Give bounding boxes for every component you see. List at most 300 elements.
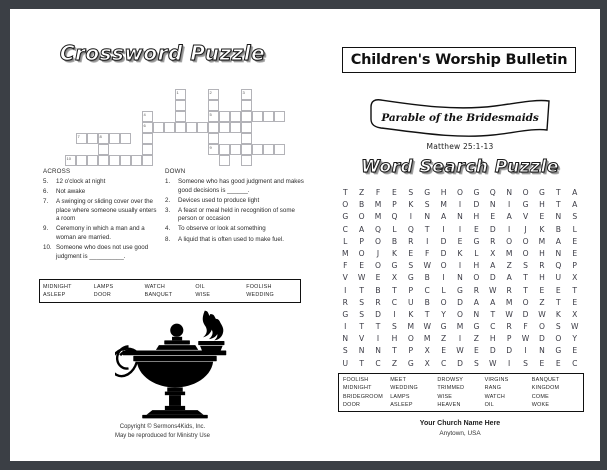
word-search-letter[interactable]: E: [539, 358, 545, 368]
word-search-letter[interactable]: E: [490, 212, 496, 222]
word-search-letter[interactable]: I: [458, 200, 462, 210]
word-search-letter[interactable]: A: [572, 200, 578, 210]
crossword-cell[interactable]: [65, 155, 76, 166]
word-search-letter[interactable]: B: [359, 200, 365, 210]
word-search-letter[interactable]: A: [359, 224, 365, 234]
word-search-letter[interactable]: I: [344, 322, 347, 332]
word-search-letter[interactable]: W: [489, 285, 497, 295]
word-search-letter[interactable]: E: [457, 236, 463, 246]
word-search-letter[interactable]: E: [555, 358, 561, 368]
crossword-cell[interactable]: [175, 122, 186, 133]
word-search-letter[interactable]: W: [423, 322, 431, 332]
word-search-letter[interactable]: I: [458, 261, 462, 271]
word-search-letter[interactable]: T: [490, 309, 496, 319]
word-search-letter[interactable]: G: [522, 200, 529, 210]
word-search-letter[interactable]: D: [489, 224, 496, 234]
word-search-letter[interactable]: S: [523, 261, 528, 271]
word-search-letter[interactable]: N: [342, 334, 349, 344]
word-search-letter[interactable]: G: [555, 346, 562, 356]
word-search-letter[interactable]: Z: [539, 297, 545, 307]
word-search-letter[interactable]: E: [572, 236, 578, 246]
word-search-letter[interactable]: Z: [473, 334, 479, 344]
crossword-cell[interactable]: [98, 133, 109, 144]
word-search-letter[interactable]: R: [490, 236, 496, 246]
word-search-letter[interactable]: W: [521, 334, 530, 344]
word-search-letter[interactable]: M: [374, 200, 382, 210]
word-search-letter[interactable]: X: [572, 273, 578, 283]
word-search-letter[interactable]: O: [506, 236, 513, 246]
word-search-letter[interactable]: O: [440, 297, 447, 307]
word-search-letter[interactable]: X: [424, 346, 430, 356]
crossword-cell[interactable]: [219, 122, 230, 133]
word-search-letter[interactable]: M: [341, 248, 349, 258]
word-search-letter[interactable]: E: [408, 248, 414, 258]
crossword-cell[interactable]: [208, 144, 219, 155]
word-search-letter[interactable]: W: [423, 261, 431, 271]
word-search-letter[interactable]: P: [408, 346, 414, 356]
word-search-letter[interactable]: G: [342, 309, 349, 319]
word-search-letter[interactable]: G: [473, 236, 480, 246]
word-search-letter[interactable]: M: [505, 297, 513, 307]
word-bank-word: BANQUET: [144, 292, 173, 298]
word-search-letter[interactable]: T: [424, 224, 430, 234]
word-search-letter[interactable]: M: [440, 200, 447, 210]
crossword-cell[interactable]: [186, 122, 197, 133]
word-search-letter[interactable]: E: [572, 297, 578, 307]
word-search-letter[interactable]: U: [342, 358, 349, 368]
crossword-cell[interactable]: [142, 144, 153, 155]
word-search-word-list: [338, 373, 584, 412]
word-search-letter[interactable]: Z: [506, 261, 512, 271]
word-search-letter[interactable]: A: [490, 261, 496, 271]
clue-text: Someone who does not use good judgment is __________.: [56, 244, 149, 260]
word-search-letter[interactable]: B: [375, 285, 381, 295]
word-search-letter[interactable]: M: [538, 236, 546, 246]
word-search-letter[interactable]: O: [522, 236, 529, 246]
word-search-letter[interactable]: I: [458, 334, 462, 344]
clue-text: A swinging or sliding cover over the place where someone usually enters a room: [56, 198, 157, 223]
word-search-letter[interactable]: J: [524, 224, 527, 234]
word-search-letter[interactable]: O: [358, 248, 365, 258]
word-search-letter[interactable]: K: [539, 224, 545, 234]
word-search-letter[interactable]: P: [392, 200, 397, 210]
word-search-letter[interactable]: H: [391, 334, 398, 344]
word-search-letter[interactable]: C: [572, 358, 578, 368]
word-search-letter[interactable]: B: [424, 273, 430, 283]
word-list-word: KINGDOM: [531, 385, 560, 392]
crossword-cell[interactable]: [98, 155, 109, 166]
word-search-letter[interactable]: S: [473, 358, 479, 368]
crossword-cell[interactable]: [230, 111, 241, 122]
word-search-letter[interactable]: D: [457, 358, 463, 368]
word-search-letter[interactable]: Q: [407, 224, 414, 234]
word-search-letter[interactable]: S: [408, 188, 414, 197]
word-list-column: [343, 377, 390, 409]
word-search-letter[interactable]: M: [423, 334, 431, 344]
word-search-letter[interactable]: W: [456, 346, 464, 356]
crossword-cell[interactable]: [252, 111, 263, 122]
word-search-letter[interactable]: D: [489, 346, 496, 356]
word-search-letter[interactable]: N: [539, 346, 545, 356]
word-search-letter[interactable]: K: [408, 309, 414, 319]
word-search-letter[interactable]: W: [489, 358, 497, 368]
word-search-letter[interactable]: R: [506, 322, 512, 332]
word-search-letter[interactable]: T: [359, 358, 364, 368]
word-search-letter[interactable]: Q: [391, 212, 398, 222]
word-search-letter[interactable]: N: [457, 212, 463, 222]
down-clue-list: [165, 178, 305, 244]
crossword-cell[interactable]: [120, 155, 131, 166]
crossword-cell[interactable]: [208, 89, 219, 100]
word-list-word: WATCH: [484, 393, 505, 400]
word-search-letter[interactable]: O: [358, 212, 365, 222]
word-search-letter[interactable]: D: [440, 236, 447, 246]
crossword-cell[interactable]: [142, 122, 153, 133]
word-search-letter[interactable]: H: [539, 273, 545, 283]
word-search-letter[interactable]: O: [473, 273, 480, 283]
word-search-letter[interactable]: S: [392, 322, 397, 332]
word-search-letter[interactable]: V: [522, 212, 529, 222]
word-search-letter[interactable]: E: [555, 285, 561, 295]
word-search-letter[interactable]: R: [375, 297, 381, 307]
word-search-letter[interactable]: A: [506, 273, 512, 283]
word-search-letter[interactable]: U: [555, 273, 562, 283]
word-search-letter[interactable]: L: [474, 248, 479, 258]
word-search-letter[interactable]: M: [456, 322, 464, 332]
word-search-letter[interactable]: H: [539, 200, 545, 210]
word-search-letter[interactable]: Q: [489, 188, 496, 197]
crossword-cell[interactable]: [241, 144, 252, 155]
word-search-letter[interactable]: I: [409, 212, 412, 222]
word-bank-column: [43, 283, 94, 299]
word-search-letter[interactable]: W: [570, 322, 579, 332]
word-search-letter[interactable]: V: [342, 273, 348, 283]
word-search-letter[interactable]: I: [524, 346, 527, 356]
word-search-letter[interactable]: O: [440, 261, 447, 271]
word-search-letter[interactable]: C: [440, 358, 447, 368]
word-search-letter[interactable]: F: [375, 188, 381, 197]
crossword-cell[interactable]: [87, 133, 98, 144]
crossword-cell[interactable]: [241, 111, 252, 122]
word-search-letter[interactable]: A: [555, 236, 561, 246]
word-search-letter[interactable]: I: [442, 273, 445, 283]
crossword-cell[interactable]: [142, 133, 153, 144]
word-search-letter[interactable]: I: [442, 224, 445, 234]
parable-banner: [365, 97, 555, 139]
word-search-letter[interactable]: E: [539, 285, 545, 295]
word-search-letter[interactable]: T: [375, 322, 381, 332]
crossword-cell[interactable]: [219, 111, 230, 122]
crossword-cell[interactable]: [87, 155, 98, 166]
word-search-letter[interactable]: M: [407, 322, 415, 332]
word-search-letter[interactable]: H: [539, 248, 545, 258]
word-search-letter[interactable]: P: [408, 285, 414, 295]
word-search-letter[interactable]: R: [342, 297, 348, 307]
word-search-letter[interactable]: G: [424, 188, 431, 197]
word-search-letter[interactable]: D: [522, 309, 529, 319]
word-search-letter[interactable]: K: [555, 309, 561, 319]
word-search-letter[interactable]: M: [374, 212, 382, 222]
word-search-letter[interactable]: N: [358, 346, 365, 356]
word-search-letter[interactable]: I: [344, 285, 347, 295]
crossword-cell[interactable]: [98, 144, 109, 155]
word-search-letter[interactable]: B: [424, 297, 430, 307]
word-search-letter[interactable]: E: [572, 248, 578, 258]
clue-text: Devices used to produce light: [178, 196, 260, 204]
word-search-letter[interactable]: X: [490, 248, 496, 258]
crossword-cell[interactable]: [120, 133, 131, 144]
word-search-letter[interactable]: I: [393, 309, 396, 319]
word-search-letter[interactable]: Z: [391, 358, 398, 368]
word-search-letter[interactable]: D: [375, 309, 381, 319]
word-search-letter[interactable]: C: [424, 285, 430, 295]
word-search-letter[interactable]: O: [375, 236, 382, 246]
word-search-letter[interactable]: H: [473, 261, 480, 271]
word-search-letter[interactable]: D: [440, 248, 447, 258]
word-search-letter[interactable]: O: [555, 334, 562, 344]
word-search-letter[interactable]: O: [407, 334, 414, 344]
clue-item: [43, 225, 161, 242]
crossword-cell[interactable]: [208, 122, 219, 133]
word-search-letter[interactable]: I: [508, 358, 511, 368]
word-search-letter[interactable]: E: [572, 346, 578, 356]
word-search-letter[interactable]: E: [359, 261, 365, 271]
word-search-letter[interactable]: T: [359, 285, 364, 295]
word-search-letter[interactable]: X: [391, 273, 398, 283]
word-search-letter[interactable]: M: [505, 248, 513, 258]
crossword-cell[interactable]: [208, 100, 219, 111]
word-search-letter[interactable]: T: [523, 273, 528, 283]
word-search-letter[interactable]: W: [505, 309, 513, 319]
word-search-letter[interactable]: P: [359, 236, 364, 246]
word-search-letter[interactable]: N: [489, 200, 496, 210]
crossword-cell[interactable]: [142, 111, 153, 122]
crossword-cell[interactable]: [241, 155, 252, 166]
word-search-letter[interactable]: P: [572, 261, 578, 271]
crossword-cell[interactable]: [131, 155, 142, 166]
word-search-letter[interactable]: N: [473, 309, 480, 319]
word-search-letter[interactable]: L: [572, 224, 577, 234]
word-search-letter[interactable]: D: [457, 297, 463, 307]
word-search-letter[interactable]: Q: [555, 261, 562, 271]
crossword-cell[interactable]: [274, 111, 285, 122]
crossword-cell[interactable]: [241, 89, 252, 100]
crossword-cell[interactable]: [219, 144, 230, 155]
crossword-cell[interactable]: [175, 100, 186, 111]
word-search-letter[interactable]: T: [523, 285, 528, 295]
word-search-letter[interactable]: Q: [375, 224, 382, 234]
word-search-letter[interactable]: V: [359, 334, 365, 344]
clue-text: 12 o'clock at night: [56, 178, 106, 185]
word-list-word: TRIMMED: [437, 385, 465, 392]
word-search-letter[interactable]: H: [440, 188, 447, 197]
word-search-letter[interactable]: T: [556, 297, 561, 307]
word-search-letter[interactable]: S: [359, 309, 365, 319]
crossword-cell[interactable]: [241, 100, 252, 111]
word-search-letter[interactable]: G: [457, 285, 463, 295]
crossword-cell[interactable]: [153, 122, 164, 133]
crossword-cell[interactable]: [263, 144, 274, 155]
word-search-row: [337, 187, 583, 199]
crossword-cell[interactable]: [109, 155, 120, 166]
crossword-cell[interactable]: [175, 89, 186, 100]
word-search-letter[interactable]: S: [555, 322, 561, 332]
word-search-letter[interactable]: F: [523, 322, 528, 332]
word-search-letter[interactable]: N: [555, 212, 562, 222]
word-search-letter[interactable]: N: [375, 346, 381, 356]
crossword-cell[interactable]: [175, 111, 186, 122]
word-search-letter[interactable]: N: [506, 188, 512, 197]
word-search-letter[interactable]: T: [342, 188, 348, 197]
word-search-letter[interactable]: X: [424, 358, 430, 368]
word-search-letter[interactable]: R: [539, 261, 545, 271]
word-search-letter[interactable]: A: [441, 212, 447, 222]
word-search-letter[interactable]: B: [555, 224, 561, 234]
word-search-grid[interactable]: [337, 187, 583, 370]
crossword-cell[interactable]: [142, 155, 153, 166]
left-page-column: [10, 9, 315, 461]
word-search-letter[interactable]: G: [473, 188, 480, 197]
word-search-letter[interactable]: D: [473, 200, 480, 210]
crossword-cell[interactable]: [274, 144, 285, 155]
word-list-word: COME: [531, 393, 549, 400]
word-search-letter[interactable]: K: [391, 248, 397, 258]
word-search-letter[interactable]: U: [408, 297, 414, 307]
word-search-letter[interactable]: G: [407, 273, 414, 283]
word-list-word: MIDNIGHT: [343, 385, 372, 392]
word-search-letter[interactable]: A: [473, 297, 479, 307]
crossword-cell[interactable]: [219, 155, 230, 166]
word-list-word: FOOLISH: [343, 377, 369, 384]
word-search-row: [337, 211, 583, 223]
crossword-cell[interactable]: [208, 133, 219, 144]
word-search-letter[interactable]: E: [473, 346, 479, 356]
word-search-letter[interactable]: C: [375, 358, 381, 368]
word-search-letter[interactable]: I: [426, 236, 429, 246]
crossword-cell[interactable]: [76, 133, 87, 144]
crossword-cell[interactable]: [164, 122, 175, 133]
word-search-letter[interactable]: Y: [441, 309, 446, 319]
word-search-letter[interactable]: S: [523, 358, 528, 368]
crossword-cell[interactable]: [197, 122, 208, 133]
word-search-letter[interactable]: I: [508, 224, 511, 234]
word-search-letter[interactable]: W: [357, 273, 366, 283]
word-search-letter[interactable]: P: [506, 334, 512, 344]
word-bank-column: [94, 283, 145, 299]
word-search-letter[interactable]: O: [522, 188, 529, 197]
word-search-letter[interactable]: Z: [441, 334, 447, 344]
word-search-letter[interactable]: E: [441, 346, 446, 356]
word-search-letter[interactable]: G: [407, 358, 414, 368]
word-search-letter[interactable]: D: [489, 273, 496, 283]
word-search-letter[interactable]: O: [522, 297, 529, 307]
word-search-letter[interactable]: N: [457, 273, 463, 283]
word-search-letter[interactable]: E: [392, 188, 397, 197]
word-search-letter[interactable]: E: [473, 224, 479, 234]
word-search-letter[interactable]: L: [343, 236, 348, 246]
word-search-letter[interactable]: N: [555, 248, 562, 258]
word-search-letter[interactable]: D: [506, 346, 513, 356]
word-search-letter[interactable]: O: [522, 248, 529, 258]
crossword-cell[interactable]: [263, 111, 274, 122]
word-search-letter[interactable]: T: [556, 200, 561, 210]
crossword-cell[interactable]: [109, 133, 120, 144]
word-search-letter[interactable]: L: [392, 224, 397, 234]
word-search-letter[interactable]: R: [506, 285, 512, 295]
word-search-letter[interactable]: O: [342, 200, 349, 210]
crossword-cell[interactable]: [208, 111, 219, 122]
crossword-cell[interactable]: [230, 144, 241, 155]
crossword-cell[interactable]: [241, 122, 252, 133]
word-search-letter[interactable]: T: [392, 346, 397, 356]
word-search-letter[interactable]: C: [342, 224, 348, 234]
word-search-letter[interactable]: T: [572, 285, 578, 295]
word-search-letter[interactable]: O: [375, 261, 382, 271]
word-search-letter[interactable]: G: [342, 212, 349, 222]
word-search-letter[interactable]: I: [376, 334, 380, 344]
word-search-letter[interactable]: G: [391, 261, 398, 271]
word-search-letter[interactable]: D: [539, 334, 545, 344]
word-search-letter[interactable]: C: [490, 322, 496, 332]
word-search-letter[interactable]: T: [359, 322, 364, 332]
word-search-letter[interactable]: G: [539, 188, 545, 197]
crossword-cell[interactable]: [230, 122, 241, 133]
word-search-letter[interactable]: Z: [359, 188, 365, 197]
word-search-letter[interactable]: R: [473, 285, 480, 295]
word-search-letter[interactable]: G: [473, 322, 480, 332]
crossword-grid[interactable]: [65, 89, 245, 169]
crossword-cell[interactable]: [241, 133, 252, 144]
word-search-letter[interactable]: T: [424, 309, 430, 319]
word-search-letter[interactable]: B: [391, 236, 398, 246]
word-search-letter[interactable]: T: [392, 285, 397, 295]
crossword-cell[interactable]: [76, 155, 87, 166]
word-search-letter[interactable]: S: [572, 212, 578, 222]
word-search-letter[interactable]: S: [359, 297, 365, 307]
word-search-letter[interactable]: H: [489, 334, 496, 344]
word-search-letter[interactable]: O: [457, 188, 463, 197]
word-search-letter[interactable]: W: [538, 309, 546, 319]
word-search-letter[interactable]: K: [457, 248, 463, 258]
word-search-letter[interactable]: X: [572, 309, 578, 319]
word-search-letter[interactable]: E: [375, 273, 381, 283]
word-search-letter[interactable]: L: [441, 285, 446, 295]
word-search-letter[interactable]: Y: [572, 334, 578, 344]
word-search-letter[interactable]: O: [538, 322, 545, 332]
word-search-letter[interactable]: G: [440, 322, 447, 332]
word-search-letter[interactable]: F: [425, 248, 430, 258]
crossword-cell[interactable]: [252, 144, 263, 155]
word-search-letter[interactable]: C: [391, 297, 398, 307]
word-search-letter[interactable]: I: [508, 200, 511, 210]
word-search-letter[interactable]: A: [572, 188, 578, 197]
word-search-letter[interactable]: A: [506, 212, 512, 222]
word-search-letter[interactable]: N: [424, 212, 431, 222]
word-search-letter[interactable]: O: [457, 309, 463, 319]
word-search-letter[interactable]: S: [408, 261, 414, 271]
word-search-letter[interactable]: T: [556, 188, 561, 197]
word-search-letter[interactable]: S: [342, 346, 348, 356]
word-search-letter[interactable]: S: [424, 200, 430, 210]
word-search-letter[interactable]: H: [473, 212, 480, 222]
word-search-letter[interactable]: A: [490, 297, 496, 307]
word-search-letter[interactable]: F: [343, 261, 348, 271]
word-search-letter[interactable]: R: [408, 236, 414, 246]
word-search-letter[interactable]: E: [539, 212, 545, 222]
word-search-letter[interactable]: J: [376, 248, 380, 258]
word-search-letter[interactable]: I: [458, 224, 462, 234]
word-search-letter[interactable]: K: [408, 200, 414, 210]
